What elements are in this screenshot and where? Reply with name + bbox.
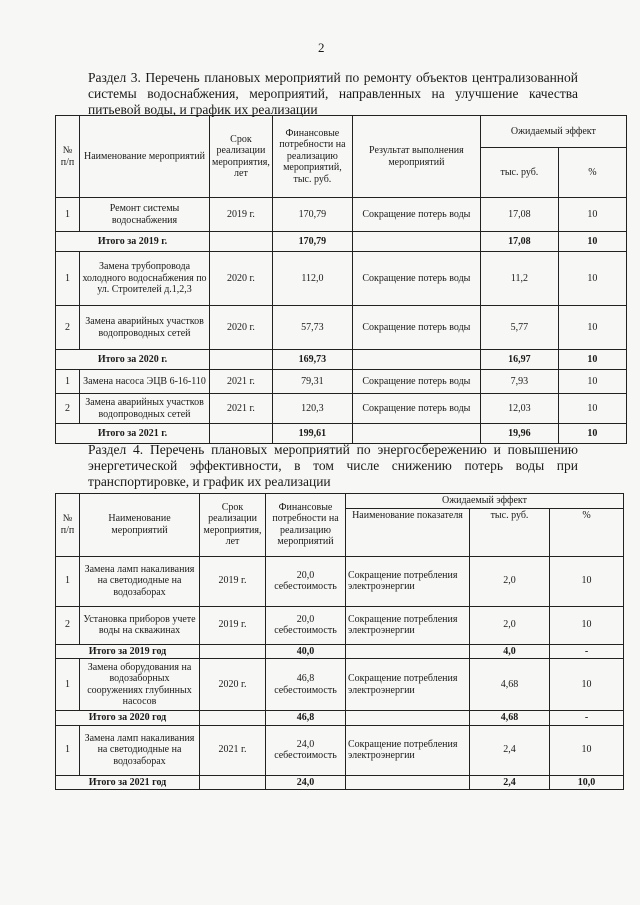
col-num: № п/п bbox=[56, 116, 80, 198]
col-term: Срок реализации мероприятия, лет bbox=[210, 116, 273, 198]
empty-cell bbox=[352, 232, 480, 252]
effect-pct-cell: 10 bbox=[558, 424, 626, 444]
empty-cell bbox=[346, 644, 470, 659]
finance-cell: 24,0 bbox=[266, 775, 346, 790]
col-effect-rub: тыс. руб. bbox=[480, 148, 558, 198]
finance-cell: 170,79 bbox=[272, 232, 352, 252]
result-cell: Сокращение потерь воды bbox=[352, 370, 480, 394]
empty-cell bbox=[210, 232, 273, 252]
term-cell: 2019 г. bbox=[210, 198, 273, 232]
finance-cell: 20,0 себестоимость bbox=[266, 556, 346, 606]
col-effect-pct: % bbox=[550, 508, 624, 556]
num-cell: 1 bbox=[56, 370, 80, 394]
num-cell: 1 bbox=[56, 659, 80, 711]
col-finance: Финансовые потребности на реализацию мероприятий, тыс. руб. bbox=[272, 116, 352, 198]
term-cell: 2019 г. bbox=[200, 556, 266, 606]
effect-rub-cell: 17,08 bbox=[480, 198, 558, 232]
term-cell: 2020 г. bbox=[200, 659, 266, 711]
effect-pct-cell: 10 bbox=[558, 370, 626, 394]
page-number: 2 bbox=[318, 40, 325, 55]
effect-rub-cell: 2,4 bbox=[470, 775, 550, 790]
total-row bbox=[56, 424, 627, 444]
total-row bbox=[56, 232, 627, 252]
finance-cell: 170,79 bbox=[272, 198, 352, 232]
term-cell: 2021 г. bbox=[200, 725, 266, 775]
finance-cell: 40,0 bbox=[266, 644, 346, 659]
effect-rub-cell: 2,0 bbox=[470, 556, 550, 606]
indicator-cell: Сокращение потребления электроэнергии bbox=[346, 659, 470, 711]
finance-cell: 46,8 себестоимость bbox=[266, 659, 346, 711]
effect-pct-cell: - bbox=[550, 711, 624, 726]
finance-cell: 24,0 себестоимость bbox=[266, 725, 346, 775]
finance-cell: 79,31 bbox=[272, 370, 352, 394]
total-row bbox=[56, 775, 624, 790]
table-row bbox=[56, 659, 624, 711]
effect-rub-cell: 16,97 bbox=[480, 350, 558, 370]
col-term: Срок реализации мероприятия, лет bbox=[200, 494, 266, 557]
col-effect-pct: % bbox=[558, 148, 626, 198]
effect-pct-cell: 10 bbox=[558, 306, 626, 350]
num-cell: 2 bbox=[56, 394, 80, 424]
table-row bbox=[56, 556, 624, 606]
indicator-cell: Сокращение потребления электроэнергии bbox=[346, 725, 470, 775]
name-cell: Замена ламп накаливания на светодиодные на водозаборах bbox=[80, 556, 200, 606]
table-row bbox=[56, 252, 627, 306]
empty-cell bbox=[352, 424, 480, 444]
effect-pct-cell: 10 bbox=[558, 198, 626, 232]
num-cell: 2 bbox=[56, 606, 80, 644]
table-row bbox=[56, 725, 624, 775]
effect-pct-cell: 10 bbox=[550, 606, 624, 644]
effect-rub-cell: 4,68 bbox=[470, 711, 550, 726]
name-cell: Ремонт системы водоснабжения bbox=[80, 198, 210, 232]
result-cell: Сокращение потерь воды bbox=[352, 198, 480, 232]
result-cell: Сокращение потерь воды bbox=[352, 252, 480, 306]
term-cell: 2021 г. bbox=[210, 394, 273, 424]
effect-pct-cell: 10 bbox=[558, 394, 626, 424]
effect-rub-cell: 11,2 bbox=[480, 252, 558, 306]
effect-rub-cell: 2,0 bbox=[470, 606, 550, 644]
indicator-cell: Сокращение потребления электроэнергии bbox=[346, 556, 470, 606]
table-row bbox=[56, 198, 627, 232]
total-row bbox=[56, 350, 627, 370]
num-cell: 2 bbox=[56, 306, 80, 350]
total-row bbox=[56, 644, 624, 659]
num-cell: 1 bbox=[56, 725, 80, 775]
empty-cell bbox=[200, 644, 266, 659]
effect-rub-cell: 19,96 bbox=[480, 424, 558, 444]
total-label: Итого за 2019 г. bbox=[56, 232, 210, 252]
name-cell: Замена аварийных участков водопроводных сетей bbox=[80, 306, 210, 350]
effect-rub-cell: 2,4 bbox=[470, 725, 550, 775]
empty-cell bbox=[210, 424, 273, 444]
effect-pct-cell: 10 bbox=[558, 232, 626, 252]
term-cell: 2019 г. bbox=[200, 606, 266, 644]
effect-rub-cell: 12,03 bbox=[480, 394, 558, 424]
total-label: Итого за 2019 год bbox=[56, 644, 200, 659]
name-cell: Установка приборов учете воды на скважинах bbox=[80, 606, 200, 644]
finance-cell: 46,8 bbox=[266, 711, 346, 726]
effect-rub-cell: 4,0 bbox=[470, 644, 550, 659]
col-effect-rub: тыс. руб. bbox=[470, 508, 550, 556]
num-cell: 1 bbox=[56, 252, 80, 306]
num-cell: 1 bbox=[56, 198, 80, 232]
effect-rub-cell: 4,68 bbox=[470, 659, 550, 711]
col-effect: Ожидаемый эффект bbox=[480, 116, 626, 148]
num-cell: 1 bbox=[56, 556, 80, 606]
total-label: Итого за 2020 г. bbox=[56, 350, 210, 370]
col-num: № п/п bbox=[56, 494, 80, 557]
name-cell: Замена насоса ЭЦВ 6-16-110 bbox=[80, 370, 210, 394]
empty-cell bbox=[200, 775, 266, 790]
effect-rub-cell: 5,77 bbox=[480, 306, 558, 350]
section4-heading: Раздел 4. Перечень плановых мероприятий по энергосбережению и повышению энергетической эффективности, в том числе снижению потерь воды при транспортировке, и график их реализации bbox=[88, 442, 578, 489]
effect-pct-cell: 10 bbox=[550, 556, 624, 606]
table-row bbox=[56, 306, 627, 350]
term-cell: 2020 г. bbox=[210, 306, 273, 350]
term-cell: 2020 г. bbox=[210, 252, 273, 306]
total-label: Итого за 2021 год bbox=[56, 775, 200, 790]
empty-cell bbox=[346, 711, 470, 726]
empty-cell bbox=[210, 350, 273, 370]
name-cell: Замена трубопровода холодного водоснабжения по ул. Строителей д.1,2,3 bbox=[80, 252, 210, 306]
term-cell: 2021 г. bbox=[210, 370, 273, 394]
section3-heading: Раздел 3. Перечень плановых мероприятий по ремонту объектов централизованной системы водоснабжения, мероприятий, направленных на улучшение качества питьевой воды, и график их реализации bbox=[88, 70, 578, 117]
col-result: Результат выполнения мероприятий bbox=[352, 116, 480, 198]
finance-cell: 112,0 bbox=[272, 252, 352, 306]
col-name: Наименование мероприятий bbox=[80, 494, 200, 557]
col-name: Наименование мероприятий bbox=[80, 116, 210, 198]
table-row bbox=[56, 370, 627, 394]
effect-pct-cell: 10,0 bbox=[550, 775, 624, 790]
name-cell: Замена аварийных участков водопроводных сетей bbox=[80, 394, 210, 424]
empty-cell bbox=[200, 711, 266, 726]
empty-cell bbox=[346, 775, 470, 790]
name-cell: Замена ламп накаливания на светодиодные на водозаборах bbox=[80, 725, 200, 775]
total-label: Итого за 2021 г. bbox=[56, 424, 210, 444]
effect-pct-cell: - bbox=[550, 644, 624, 659]
effect-pct-cell: 10 bbox=[550, 725, 624, 775]
finance-cell: 199,61 bbox=[272, 424, 352, 444]
col-indicator: Наименование показателя bbox=[346, 508, 470, 556]
total-row bbox=[56, 711, 624, 726]
section3-table bbox=[55, 115, 627, 444]
result-cell: Сокращение потерь воды bbox=[352, 306, 480, 350]
col-finance: Финансовые потребности на реализацию мероприятий bbox=[266, 494, 346, 557]
result-cell: Сокращение потерь воды bbox=[352, 394, 480, 424]
finance-cell: 169,73 bbox=[272, 350, 352, 370]
finance-cell: 57,73 bbox=[272, 306, 352, 350]
effect-pct-cell: 10 bbox=[550, 659, 624, 711]
effect-pct-cell: 10 bbox=[558, 350, 626, 370]
table-row bbox=[56, 394, 627, 424]
table-row bbox=[56, 606, 624, 644]
finance-cell: 120,3 bbox=[272, 394, 352, 424]
total-label: Итого за 2020 год bbox=[56, 711, 200, 726]
effect-pct-cell: 10 bbox=[558, 252, 626, 306]
indicator-cell: Сокращение потребления электроэнергии bbox=[346, 606, 470, 644]
effect-rub-cell: 7,93 bbox=[480, 370, 558, 394]
finance-cell: 20,0 себестоимость bbox=[266, 606, 346, 644]
col-effect: Ожидаемый эффект bbox=[346, 494, 624, 509]
section4-table bbox=[55, 493, 624, 790]
empty-cell bbox=[352, 350, 480, 370]
name-cell: Замена оборудования на водозаборных сооружениях глубинных насосов bbox=[80, 659, 200, 711]
effect-rub-cell: 17,08 bbox=[480, 232, 558, 252]
